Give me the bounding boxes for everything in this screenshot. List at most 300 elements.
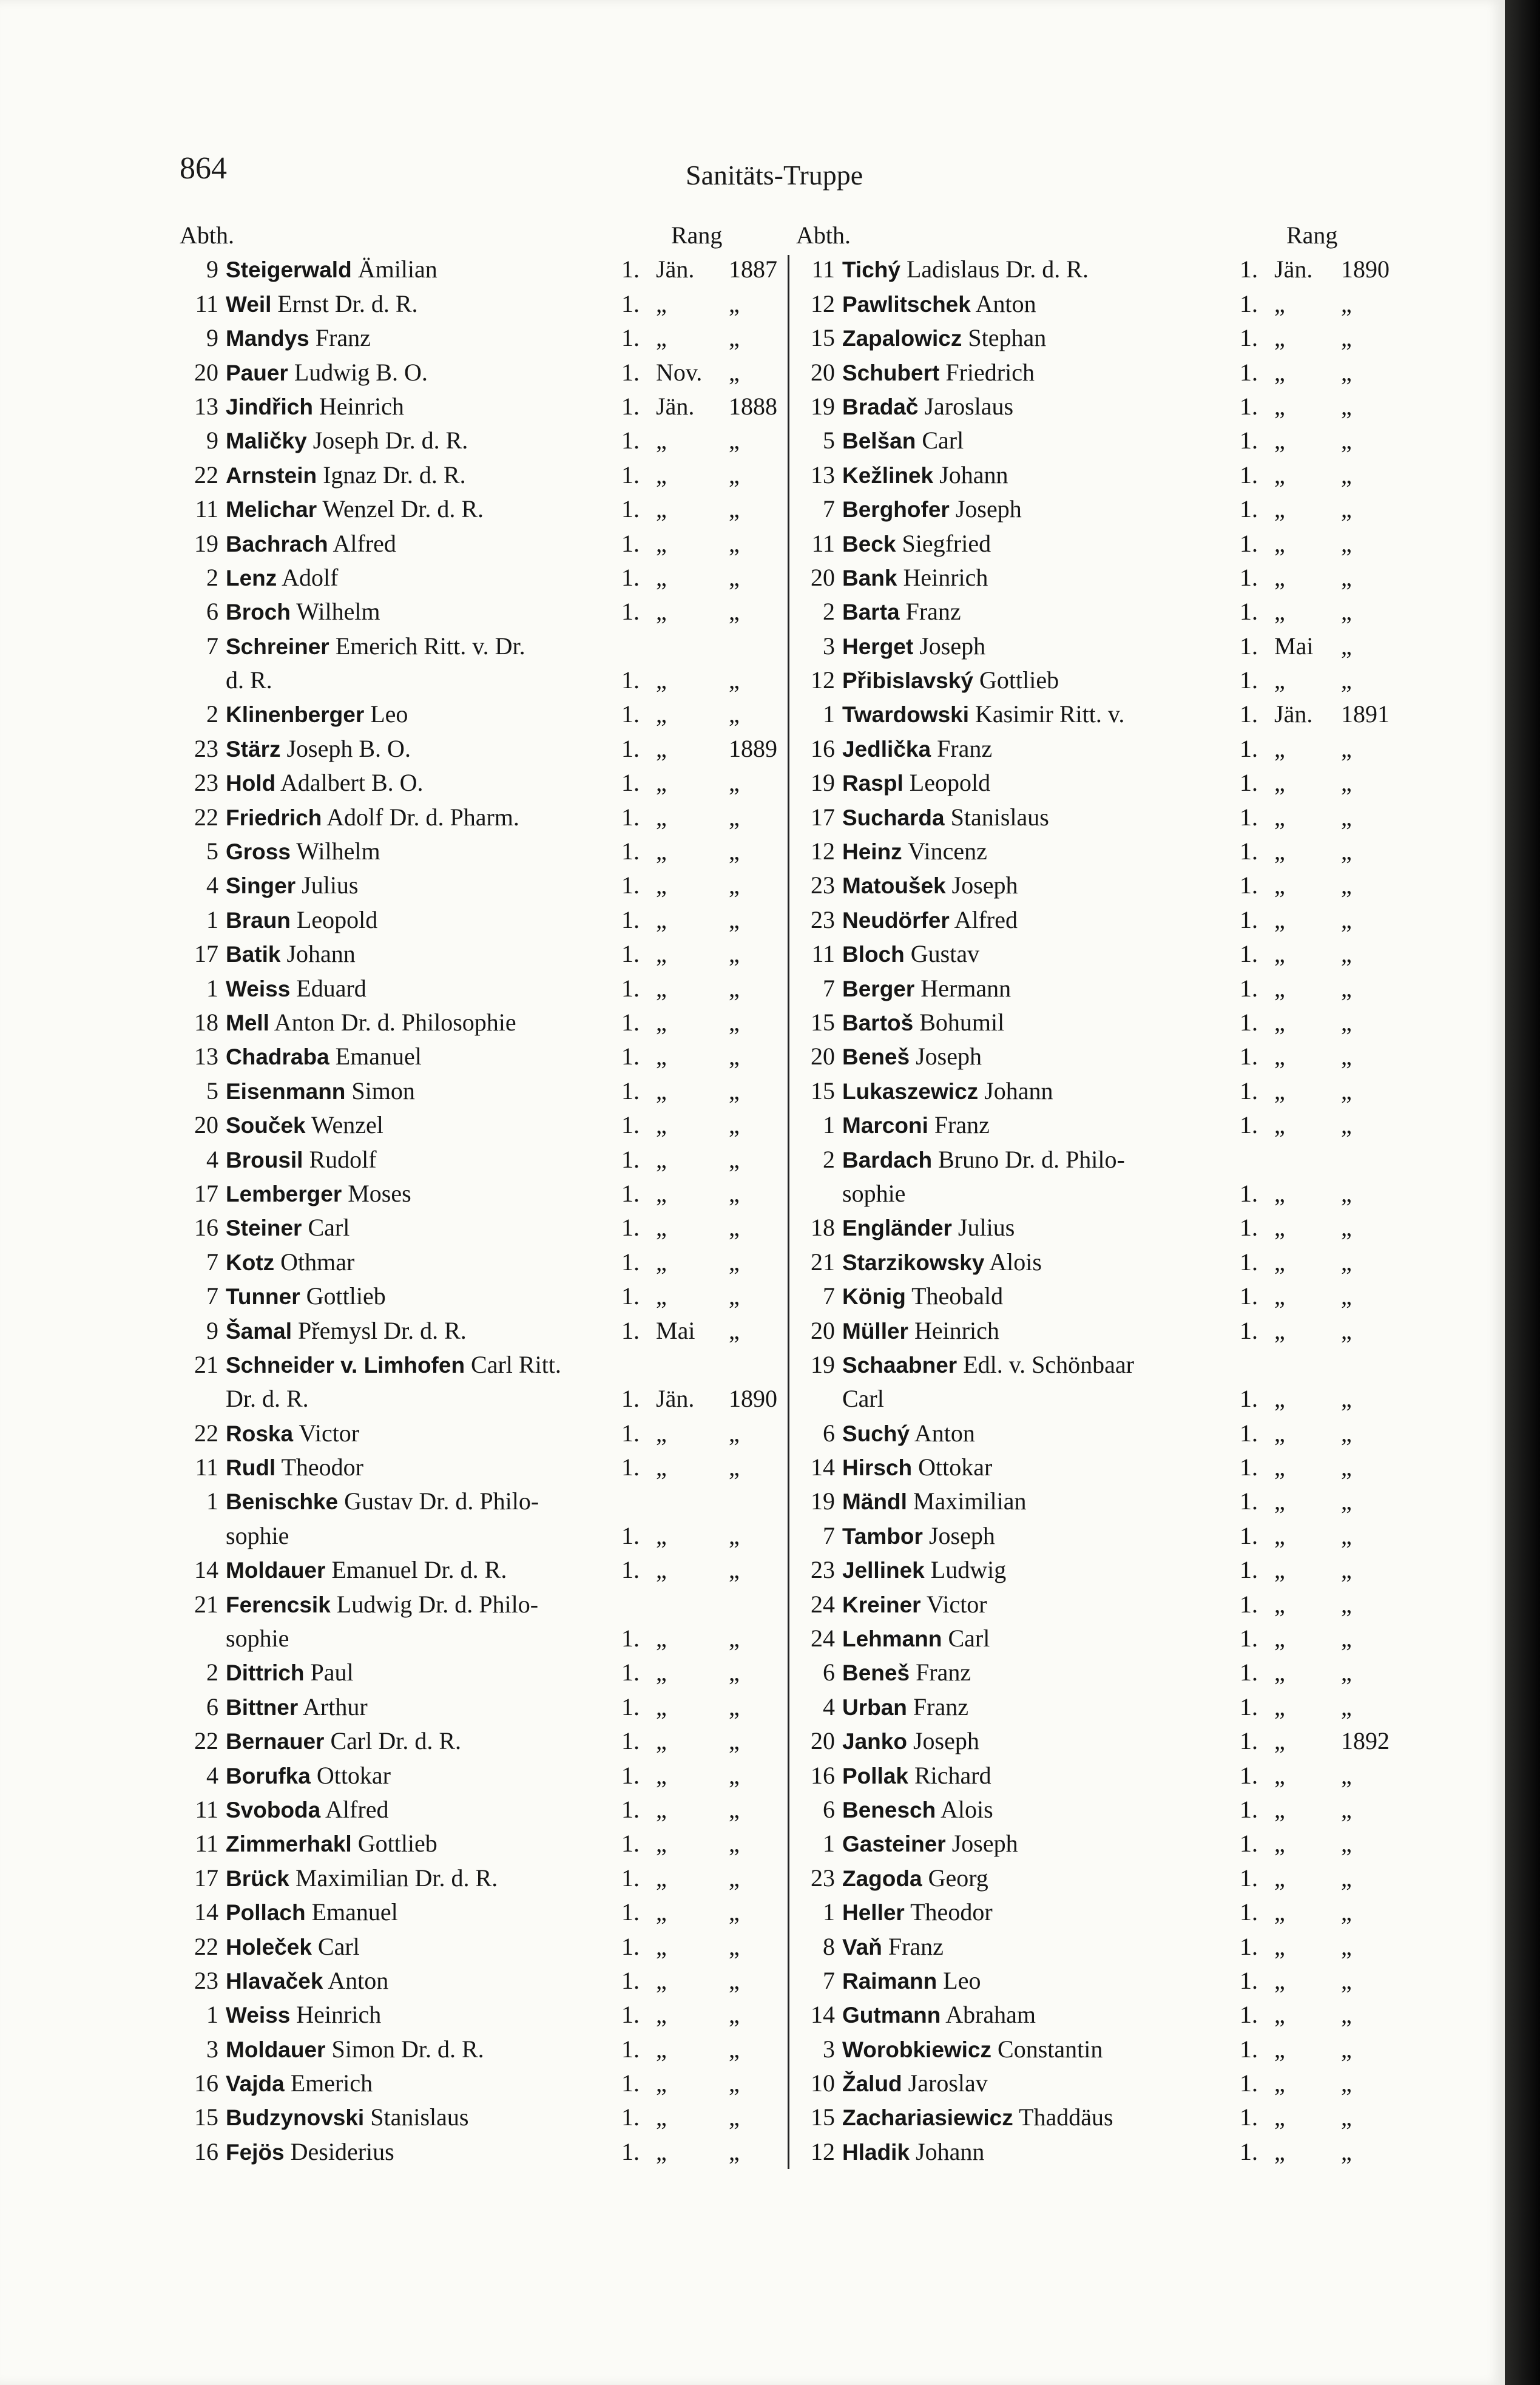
officer-name: [842, 1793, 993, 1827]
officer-name: [842, 1827, 1018, 1861]
rang-day: 1.: [621, 598, 640, 626]
officer-name: [226, 1108, 383, 1143]
officer-name: [842, 972, 1011, 1006]
roster-entry: [180, 868, 783, 902]
rang-month: „: [656, 598, 667, 626]
rang-year: „: [1341, 1966, 1352, 1994]
abth-number: 20: [811, 1043, 835, 1071]
given-name-title: Johann: [984, 1077, 1053, 1105]
given-name-title: Alfred: [325, 1795, 389, 1823]
rang-month: „: [656, 2103, 667, 2131]
rang-month: „: [656, 803, 667, 831]
officer-name: [842, 1279, 1003, 1314]
abth-number: 19: [811, 1487, 835, 1515]
officer-name: [842, 390, 1013, 424]
rang-year: „: [729, 1966, 740, 1994]
rang-month: „: [656, 427, 667, 455]
given-name-title: Carl: [842, 1385, 884, 1413]
rang-year: 1887: [729, 255, 777, 283]
roster-entry: [796, 321, 1409, 355]
abth-number: 12: [811, 666, 835, 694]
rang-month: „: [1274, 1966, 1285, 1994]
surname: Borufka: [226, 1763, 311, 1788]
officer-name: [842, 1108, 990, 1143]
column-divider: [788, 255, 789, 2169]
given-name-title: Adolf: [282, 563, 339, 591]
given-name-title: Moses: [348, 1179, 411, 1207]
rang-year: „: [1341, 2069, 1352, 2097]
rang-year: „: [1341, 2137, 1352, 2165]
rang-year: „: [1341, 1008, 1352, 1036]
surname: Jedlička: [842, 736, 931, 762]
abth-number: 20: [811, 358, 835, 386]
rang-year: 1891: [1341, 700, 1390, 728]
given-name-title: Vincenz: [907, 837, 987, 865]
surname: Gutmann: [842, 2003, 941, 2028]
given-name-title: Kasimir Ritt. v.: [975, 700, 1125, 728]
abth-number: 2: [823, 598, 835, 626]
abth-number: 20: [194, 1111, 218, 1139]
officer-name: [226, 1861, 498, 1896]
surname: Weiss: [226, 2003, 291, 2028]
rang-year: „: [1341, 1316, 1352, 1344]
rang-day: 1.: [1240, 495, 1258, 523]
officer-name: [842, 1861, 988, 1896]
roster-entry: [796, 868, 1409, 902]
rang-year: „: [729, 1727, 740, 1755]
officer-name: [226, 1588, 538, 1622]
rang-year: „: [1341, 769, 1352, 797]
surname: Vajda: [226, 2071, 285, 2097]
abth-header: Abth.: [180, 222, 234, 249]
surname: Fejös: [226, 2139, 285, 2165]
rang-day: 1.: [1240, 1521, 1258, 1549]
rang-year: „: [1341, 461, 1352, 489]
rang-month: „: [1274, 1316, 1285, 1344]
given-name-title: Leo: [370, 700, 408, 728]
roster-entry: [796, 1108, 1409, 1142]
rang-year: „: [729, 666, 740, 694]
surname: Roska: [226, 1421, 294, 1446]
officer-name: [842, 1006, 1004, 1040]
officer-name: [842, 1040, 982, 1074]
given-name-title: Simon: [351, 1077, 415, 1105]
officer-name: [226, 800, 519, 835]
abth-number: 18: [811, 1214, 835, 1242]
abth-number: 19: [194, 529, 218, 557]
officer-name: [226, 1382, 309, 1416]
rang-day: 1.: [621, 1830, 640, 1858]
officer-name: [842, 1998, 1036, 2032]
rang-year: 1890: [729, 1385, 777, 1413]
rang-year: „: [729, 871, 740, 899]
officer-name: [226, 424, 468, 458]
rang-day: 1.: [621, 1521, 640, 1549]
surname: Rudl: [226, 1455, 276, 1481]
abth-number: 2: [823, 1145, 835, 1173]
roster-entry: [180, 1040, 783, 1074]
rang-day: 1.: [1240, 1487, 1258, 1515]
officer-name: [226, 663, 272, 697]
rang-month: „: [1274, 940, 1285, 968]
given-name-title: Gottlieb: [306, 1282, 386, 1310]
roster-entry: [796, 1827, 1409, 1861]
rang-day: 1.: [1240, 1795, 1258, 1823]
abth-number: 7: [823, 974, 835, 1002]
rang-year: „: [729, 563, 740, 591]
given-name-title: Johann: [916, 2137, 985, 2165]
abth-number: 17: [194, 1179, 218, 1207]
abth-number: 5: [823, 427, 835, 455]
abth-number: 16: [811, 734, 835, 762]
given-name-title: Stanislaus: [370, 2103, 469, 2131]
abth-number: 3: [823, 2035, 835, 2063]
rang-month: „: [1274, 1385, 1285, 1413]
officer-name: [226, 356, 428, 390]
surname: Worobkiewicz: [842, 2037, 992, 2062]
rang-day: 1.: [1240, 1864, 1258, 1892]
surname: Pollach: [226, 1900, 306, 1926]
rang-month: „: [1274, 2035, 1285, 2063]
abth-number: 13: [811, 461, 835, 489]
surname: Zachariasiewicz: [842, 2105, 1013, 2131]
rang-month: „: [1274, 1693, 1285, 1720]
given-name-title: sophie: [226, 1625, 289, 1653]
rang-year: „: [729, 1419, 740, 1447]
surname: Müller: [842, 1318, 908, 1344]
rang-year: 1888: [729, 392, 777, 420]
rang-day: 1.: [1240, 803, 1258, 831]
surname: Schubert: [842, 360, 940, 385]
given-name-title: Wenzel: [311, 1111, 383, 1139]
abth-number: 22: [194, 1419, 218, 1447]
given-name-title: Edl. v. Schönbaar: [963, 1350, 1134, 1378]
rang-year: „: [1341, 871, 1352, 899]
given-name-title: sophie: [226, 1521, 289, 1549]
rang-year: 1890: [1341, 255, 1390, 283]
abth-number: 19: [811, 769, 835, 797]
officer-name: [842, 2135, 984, 2170]
roster-entry: [796, 1793, 1409, 1827]
rang-month: „: [656, 734, 667, 762]
abth-number: 16: [811, 1761, 835, 1789]
rang-day: 1.: [1240, 598, 1258, 626]
abth-number: 5: [206, 837, 218, 865]
rang-month: „: [1274, 1453, 1285, 1481]
roster-entry: [180, 1074, 783, 1108]
rang-month: Jän.: [1274, 255, 1313, 283]
roster-entry: [796, 834, 1409, 868]
abth-number: 19: [811, 1350, 835, 1378]
roster-entry: [796, 1314, 1409, 1348]
rang-day: 1.: [1240, 1556, 1258, 1584]
surname: Matoušek: [842, 873, 946, 899]
surname: Zapalowicz: [842, 326, 962, 351]
given-name-title: Anton Dr. d. Philosophie: [274, 1008, 516, 1036]
rang-year: „: [1341, 940, 1352, 968]
rang-day: 1.: [621, 324, 640, 352]
given-name-title: Ämilian: [357, 255, 437, 283]
rang-month: „: [1274, 1179, 1285, 1207]
roster-entry: [180, 595, 783, 629]
given-name-title: Gustav Dr. d. Philo-: [344, 1487, 539, 1515]
roster-entry: [796, 561, 1409, 595]
surname: Eisenmann: [226, 1078, 346, 1104]
rang-day: 1.: [1240, 1248, 1258, 1276]
rang-day: 1.: [621, 1864, 640, 1892]
officer-name: [226, 458, 466, 493]
given-name-title: Joseph: [919, 632, 986, 660]
roster-entry: [180, 1348, 783, 1382]
given-name-title: Richard: [914, 1761, 991, 1789]
abth-number: 16: [194, 1214, 218, 1242]
roster-entry: [796, 1484, 1409, 1518]
officer-name: [226, 1450, 363, 1485]
roster-entry: [180, 972, 783, 1006]
officer-name: [226, 2032, 484, 2067]
roster-entry: [180, 1793, 783, 1827]
rang-month: „: [656, 1795, 667, 1823]
roster-entry: [796, 527, 1409, 561]
rang-day: 1.: [1240, 1761, 1258, 1789]
given-name-title: sophie: [842, 1179, 906, 1207]
roster-entry: [796, 1895, 1409, 1929]
rang-month: „: [656, 940, 667, 968]
given-name-title: Leopold: [296, 905, 378, 933]
rang-day: 1.: [621, 1625, 640, 1653]
surname: Bardach: [842, 1147, 933, 1172]
rang-header: Rang: [1286, 222, 1338, 249]
rang-year: „: [729, 1282, 740, 1310]
rang-day: 1.: [1240, 358, 1258, 386]
abth-number: 15: [811, 324, 835, 352]
roster-entry: [180, 1827, 783, 1861]
rang-year: „: [729, 1795, 740, 1823]
abth-number: 4: [206, 1761, 218, 1789]
surname: Schreiner: [226, 634, 329, 659]
given-name-title: Ludwig Dr. d. Philo-: [336, 1590, 539, 1618]
roster-entry: [796, 1690, 1409, 1724]
rang-day: 1.: [1240, 769, 1258, 797]
rang-month: „: [1274, 358, 1285, 386]
officer-name: [226, 2066, 373, 2101]
given-name-title: Stanislaus: [950, 803, 1049, 831]
rang-day: 1.: [1240, 1419, 1258, 1447]
surname: Braun: [226, 907, 291, 933]
abth-number: 11: [195, 1795, 218, 1823]
given-name-title: Leopold: [909, 769, 991, 797]
abth-number: 7: [206, 1282, 218, 1310]
abth-number: 10: [811, 2069, 835, 2097]
surname: Heinz: [842, 839, 902, 865]
rang-year: „: [729, 1556, 740, 1584]
abth-number: 6: [823, 1419, 835, 1447]
given-name-title: Paul: [310, 1659, 354, 1686]
roster-entry: [180, 2066, 783, 2100]
rang-year: „: [1341, 358, 1352, 386]
rang-month: „: [656, 1659, 667, 1686]
rang-header: Rang: [671, 222, 723, 249]
surname: Hold: [226, 771, 276, 796]
rang-year: „: [729, 427, 740, 455]
rang-day: 1.: [621, 289, 640, 317]
given-name-title: Franz: [916, 1659, 971, 1686]
surname: Weil: [226, 291, 272, 317]
rang-year: „: [1341, 1932, 1352, 1960]
abth-number: 14: [811, 1453, 835, 1481]
officer-name: [226, 834, 380, 869]
given-name-title: Ernst Dr. d. R.: [277, 289, 418, 317]
abth-number: 6: [206, 598, 218, 626]
surname: Bachrach: [226, 531, 328, 556]
rang-day: 1.: [621, 1419, 640, 1447]
rang-day: 1.: [1240, 871, 1258, 899]
surname: Zimmerhakl: [226, 1832, 352, 1857]
rang-year: „: [729, 289, 740, 317]
abth-number: 15: [811, 1008, 835, 1036]
roster-entry: [796, 1211, 1409, 1245]
roster-entry: [180, 1656, 783, 1690]
given-name-title: Bruno Dr. d. Philo-: [938, 1145, 1125, 1173]
rang-month: „: [656, 1043, 667, 1071]
rang-month: „: [656, 1214, 667, 1242]
given-name-title: Joseph: [951, 1830, 1018, 1858]
roster-entry: [180, 1245, 783, 1279]
rang-year: „: [729, 324, 740, 352]
officer-name: [842, 287, 1036, 322]
rang-month: „: [656, 289, 667, 317]
rang-year: „: [1341, 1864, 1352, 1892]
abth-number: 16: [194, 2069, 218, 2097]
rang-month: „: [656, 324, 667, 352]
rang-year: „: [1341, 1761, 1352, 1789]
officer-name: [226, 766, 424, 800]
rang-year: „: [1341, 598, 1352, 626]
rang-day: 1.: [621, 255, 640, 283]
roster-entry: [796, 2100, 1409, 2134]
left-column: [180, 218, 783, 2169]
given-name-title: Franz: [905, 598, 961, 626]
officer-name: [226, 321, 371, 356]
given-name-title: Franz: [315, 324, 371, 352]
rang-day: 1.: [621, 495, 640, 523]
rang-year: „: [1341, 1521, 1352, 1549]
rang-day: 1.: [1240, 1625, 1258, 1653]
surname: Steigerwald: [226, 257, 352, 283]
given-name-title: Hermann: [920, 974, 1011, 1002]
abth-number: 5: [206, 1077, 218, 1105]
roster-entry: [796, 1930, 1409, 1964]
given-name-title: Julius: [957, 1214, 1015, 1242]
officer-name: [842, 1656, 971, 1690]
rang-month: „: [1274, 1043, 1285, 1071]
rang-day: 1.: [1240, 289, 1258, 317]
roster-entry: [180, 561, 783, 595]
officer-name: [226, 561, 338, 595]
rang-month: „: [656, 1145, 667, 1173]
surname: König: [842, 1284, 906, 1310]
abth-number: 14: [194, 1898, 218, 1926]
given-name-title: Adolf Dr. d. Pharm.: [326, 803, 519, 831]
abth-number: 16: [194, 2137, 218, 2165]
given-name-title: Joseph: [951, 871, 1018, 899]
officer-name: [226, 2135, 394, 2170]
roster-entry: [180, 732, 783, 766]
roster-entry: [180, 2032, 783, 2066]
officer-name: [226, 1348, 561, 1382]
rang-day: 1.: [1240, 255, 1258, 283]
roster-entry: [796, 1622, 1409, 1656]
abth-number: 22: [194, 461, 218, 489]
rang-day: 1.: [621, 1316, 640, 1344]
roster-entry: [180, 903, 783, 937]
rang-month: „: [656, 563, 667, 591]
roster-entry: [180, 1861, 783, 1895]
rang-year: „: [1341, 2001, 1352, 2029]
roster-entry: [180, 1177, 783, 1211]
surname: Brück: [226, 1866, 289, 1891]
roster-entry: [180, 492, 783, 526]
abth-number: 22: [194, 803, 218, 831]
surname: Starzikowsky: [842, 1250, 985, 1275]
given-name-title: Franz: [937, 734, 993, 762]
officer-name: [842, 1930, 944, 1964]
rang-month: „: [1274, 1659, 1285, 1686]
abth-number: 17: [194, 1864, 218, 1892]
surname: Vaň: [842, 1934, 882, 1960]
roster-entry: [180, 1759, 783, 1793]
rang-year: „: [729, 803, 740, 831]
rang-year: „: [1341, 1214, 1352, 1242]
rang-day: 1.: [1240, 1385, 1258, 1413]
officer-name: [842, 629, 985, 664]
rang-month: „: [1274, 871, 1285, 899]
abth-number: 9: [206, 1316, 218, 1344]
roster-entry: [180, 1108, 783, 1142]
rang-month: „: [1274, 2137, 1285, 2165]
officer-name: [226, 252, 437, 287]
rang-day: 1.: [621, 392, 640, 420]
given-name-title: Joseph B. O.: [286, 734, 411, 762]
given-name-title: Joseph Dr. d. R.: [312, 427, 468, 455]
officer-name: [842, 458, 1008, 493]
right-list: [796, 252, 1409, 2169]
officer-name: [226, 1040, 422, 1074]
roster-entry: [796, 1416, 1409, 1450]
given-name-title: Johann: [939, 461, 1008, 489]
officer-name: [226, 595, 380, 629]
surname: Steiner: [226, 1216, 302, 1241]
abth-number: 4: [206, 1145, 218, 1173]
roster-entry: [796, 903, 1409, 937]
given-name-title: Emanuel: [311, 1898, 398, 1926]
rang-month: „: [1274, 837, 1285, 865]
roster-entry: [180, 937, 783, 971]
surname: Budzynovski: [226, 2105, 365, 2131]
surname: Svoboda: [226, 1797, 321, 1822]
page-number: 864: [180, 151, 227, 186]
rang-day: 1.: [621, 734, 640, 762]
roster-entry: [180, 2100, 783, 2134]
surname: Hirsch: [842, 1455, 913, 1481]
rang-year: „: [729, 1761, 740, 1789]
surname: Moldauer: [226, 2037, 326, 2062]
roster-entry: [796, 663, 1409, 697]
officer-name: [226, 287, 418, 322]
roster-entry: [180, 697, 783, 731]
rang-day: 1.: [1240, 1898, 1258, 1926]
surname: Herget: [842, 634, 914, 659]
